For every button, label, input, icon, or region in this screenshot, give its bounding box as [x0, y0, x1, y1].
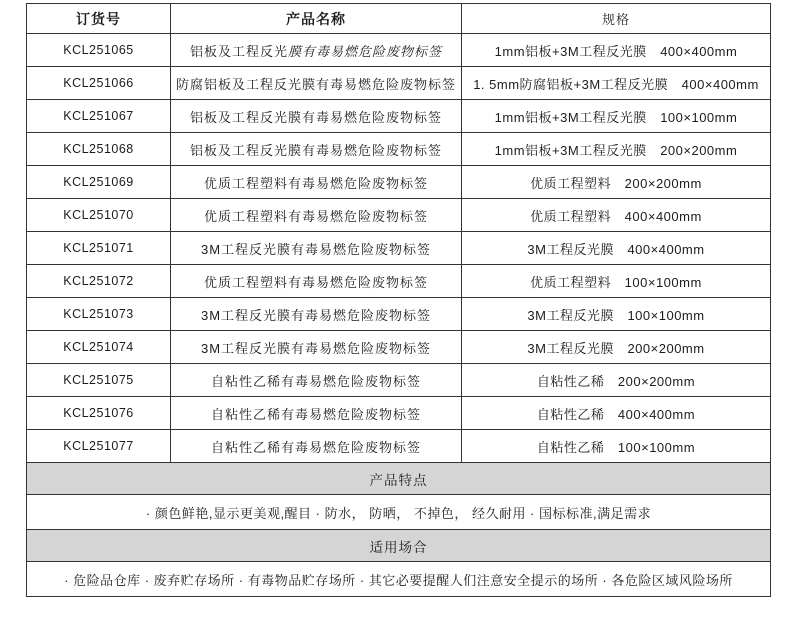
- product-row: [27, 100, 771, 133]
- spec-cell: 自粘性乙稀 400×400mm: [462, 397, 771, 430]
- order-no-cell: KCL251065: [27, 34, 171, 67]
- spec-cell: 1mm铝板+3M工程反光膜 400×400mm: [462, 34, 771, 67]
- product-row: [27, 298, 771, 331]
- product-name-cell: [171, 34, 462, 67]
- product-name-cell: [171, 67, 462, 100]
- product-name-text: 优质工程塑料有毒易燃危险废物标签: [203, 208, 428, 224]
- product-name-cell: [171, 397, 462, 430]
- section-content-row-occasions: [27, 562, 771, 597]
- section-title-features: 产品特点: [27, 463, 771, 495]
- product-name-cell: [171, 265, 462, 298]
- product-name-text: 3M工程反光膜有毒易燃危险废物标签: [200, 241, 432, 257]
- section-title-occasions: 适用场合: [27, 530, 771, 562]
- section-content-features: · 颜色鲜艳,显示更美观,醒目 · 防水， 防晒， 不掉色， 经久耐用 · 国标标准,满足需求: [27, 495, 771, 530]
- product-row: [27, 265, 771, 298]
- product-row: [27, 331, 771, 364]
- section-title-row-occasions: [27, 530, 771, 562]
- info-sections: [27, 463, 771, 597]
- spec-cell: 1. 5mm防腐铝板+3M工程反光膜 400×400mm: [462, 67, 771, 100]
- order-no-cell: KCL251072: [27, 265, 171, 298]
- product-name-text: 铝板及工程反光膜有毒易燃危险废物标签: [189, 109, 442, 125]
- order-no-cell: KCL251068: [27, 133, 171, 166]
- product-name-text: 防腐铝板及工程反光膜有毒易燃危险废物标签: [175, 76, 456, 92]
- order-no-cell: KCL251074: [27, 331, 171, 364]
- product-name-cell: [171, 166, 462, 199]
- spec-cell: 3M工程反光膜 200×200mm: [462, 331, 771, 364]
- order-no-cell: KCL251075: [27, 364, 171, 397]
- spec-cell: 自粘性乙稀 100×100mm: [462, 430, 771, 463]
- column-header-spec: 规格: [462, 4, 771, 34]
- spec-cell: 优质工程塑料 100×100mm: [462, 265, 771, 298]
- spec-cell: 3M工程反光膜 400×400mm: [462, 232, 771, 265]
- spec-cell: 优质工程塑料 400×400mm: [462, 199, 771, 232]
- product-name-cell: [171, 133, 462, 166]
- order-no-cell: KCL251070: [27, 199, 171, 232]
- spec-cell: 1mm铝板+3M工程反光膜 100×100mm: [462, 100, 771, 133]
- product-name-text: 铝板及工程反光膜有毒易燃危险废物标签: [189, 142, 442, 158]
- column-header-product-name: 产品名称: [171, 4, 462, 34]
- spec-cell: 优质工程塑料 200×200mm: [462, 166, 771, 199]
- section-title-row-features: [27, 463, 771, 495]
- product-name-text: 自粘性乙稀有毒易燃危险废物标签: [210, 406, 421, 422]
- product-name-cell: [171, 364, 462, 397]
- section-content-row-features: [27, 495, 771, 530]
- product-row: [27, 133, 771, 166]
- product-name-text: 3M工程反光膜有毒易燃危险废物标签: [200, 307, 432, 323]
- product-row: [27, 232, 771, 265]
- product-row: [27, 199, 771, 232]
- product-name-text: 优质工程塑料有毒易燃危险废物标签: [203, 274, 428, 290]
- order-no-cell: KCL251077: [27, 430, 171, 463]
- product-name-cell: [171, 331, 462, 364]
- product-name-text: 优质工程塑料有毒易燃危险废物标签: [203, 175, 428, 191]
- product-name-text: 3M工程反光膜有毒易燃危险废物标签: [200, 340, 432, 356]
- order-no-cell: KCL251069: [27, 166, 171, 199]
- product-name-cell: [171, 232, 462, 265]
- spec-cell: 3M工程反光膜 100×100mm: [462, 298, 771, 331]
- product-name-text: 铝板及工程反光: [189, 43, 288, 59]
- product-row: [27, 397, 771, 430]
- product-name-text: 自粘性乙稀有毒易燃危险废物标签: [210, 439, 421, 455]
- table-header-row: [27, 4, 771, 34]
- product-name-cell: [171, 430, 462, 463]
- product-row: [27, 430, 771, 463]
- product-row: [27, 166, 771, 199]
- order-no-cell: KCL251071: [27, 232, 171, 265]
- product-name-cell: [171, 199, 462, 232]
- product-name-text: 自粘性乙稀有毒易燃危险废物标签: [210, 373, 421, 389]
- spec-cell: 自粘性乙稀 200×200mm: [462, 364, 771, 397]
- product-name-cell: [171, 100, 462, 133]
- order-no-cell: KCL251067: [27, 100, 171, 133]
- order-no-cell: KCL251076: [27, 397, 171, 430]
- product-rows: [27, 34, 771, 463]
- spec-cell: 1mm铝板+3M工程反光膜 200×200mm: [462, 133, 771, 166]
- product-row: [27, 67, 771, 100]
- order-no-cell: KCL251073: [27, 298, 171, 331]
- product-name-cell: [171, 298, 462, 331]
- order-no-cell: KCL251066: [27, 67, 171, 100]
- product-row: [27, 34, 771, 67]
- column-header-order-no: 订货号: [27, 4, 171, 34]
- product-spec-table: [26, 3, 771, 597]
- product-row: [27, 364, 771, 397]
- section-content-occasions: · 危险品仓库 · 废弃贮存场所 · 有毒物品贮存场所 · 其它必要提醒人们注意安全提示的场所 · 各危险区域风险场所: [27, 562, 771, 597]
- product-name-text: 膜有毒易燃危险废物标签: [288, 43, 443, 59]
